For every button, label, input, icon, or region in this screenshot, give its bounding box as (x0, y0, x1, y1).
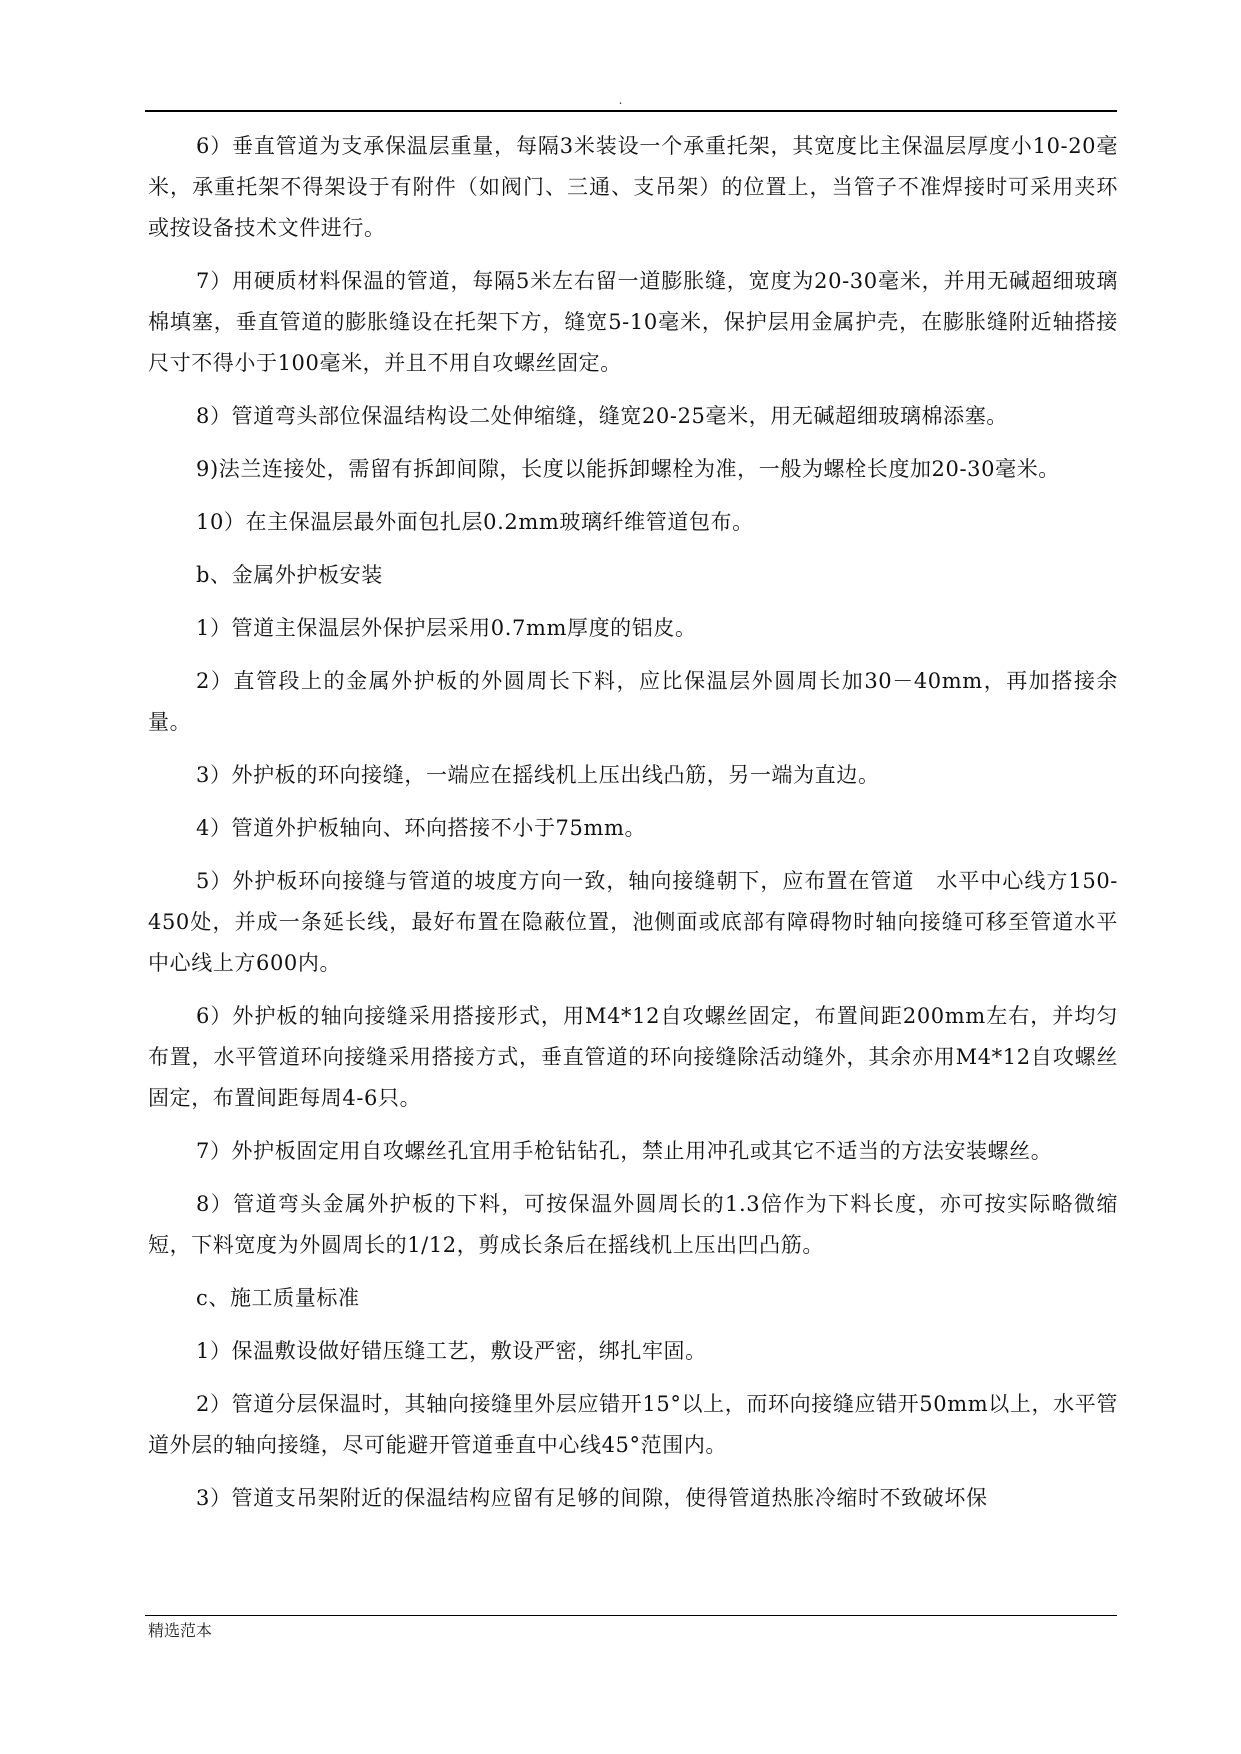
paragraph: 4）管道外护板轴向、环向搭接不小于75mm。 (196, 816, 647, 840)
paragraph: 6）外护板的轴向接缝采用搭接形式，用M4*12自攻螺丝固定，布置间距200mm左右，并均匀布置，水平管道环向接缝采用搭接方式，垂直管道的环向接缝除活动缝外，其余亦用M4*12自攻螺丝固定，布置间距每周4-6只。 (148, 1004, 1118, 1110)
header-mark: . (618, 93, 623, 107)
header-rule (145, 110, 1117, 112)
paragraph: 6）垂直管道为支承保温层重量，每隔3米装设一个承重托架，其宽度比主保温层厚度小10-20毫米，承重托架不得架设于有附件（如阀门、三通、支吊架）的位置上，当管子不准焊接时可采用夹环或按设备技术文件进行。 (148, 134, 1118, 240)
paragraph: 8）管道弯头部位保温结构设二处伸缩缝，缝宽20-25毫米，用无碱超细玻璃棉添塞。 (196, 404, 1008, 428)
footer-text: 精选范本 (148, 1621, 213, 1640)
section-heading-b: b、金属外护板安装 (196, 563, 383, 587)
paragraph: 5）外护板环向接缝与管道的坡度方向一致，轴向接缝朝下，应布置在管道 水平中心线方150-450处，并成一条延长线，最好布置在隐蔽位置，池侧面或底部有障碍物时轴向接缝可移至管道水平中心线上方600内。 (148, 869, 1118, 975)
paragraph: 1）保温敷设做好错压缝工艺，敷设严密，绑扎牢固。 (196, 1339, 707, 1363)
paragraph: 10）在主保温层最外面包扎层0.2mm玻璃纤维管道包布。 (196, 510, 754, 534)
paragraph: 2）管道分层保温时，其轴向接缝里外层应错开15°以上，而环向接缝应错开50mm以上，水平管道外层的轴向接缝，尽可能避开管道垂直中心线45°范围内。 (148, 1392, 1118, 1457)
paragraph: 8）管道弯头金属外护板的下料，可按保温外圆周长的1.3倍作为下料长度，亦可按实际略微缩短，下料宽度为外圆周长的1/12，剪成长条后在摇线机上压出凹凸筋。 (148, 1192, 1118, 1257)
footer-rule (145, 1615, 1117, 1616)
paragraph: 3）外护板的环向接缝，一端应在摇线机上压出线凸筋，另一端为直边。 (196, 763, 880, 787)
document-body (148, 126, 1118, 1531)
paragraph: 1）管道主保温层外保护层采用0.7mm厚度的铝皮。 (196, 616, 697, 640)
paragraph: 7）用硬质材料保温的管道，每隔5米左右留一道膨胀缝，宽度为20-30毫米，并用无碱超细玻璃棉填塞，垂直管道的膨胀缝设在托架下方，缝宽5-10毫米，保护层用金属护壳，在膨胀缝附近轴搭接尺寸不得小于100毫米，并且不用自攻螺丝固定。 (148, 269, 1118, 375)
paragraph: 7）外护板固定用自攻螺丝孔宜用手枪钻钻孔，禁止用冲孔或其它不适当的方法安装螺丝。 (196, 1139, 1053, 1163)
paragraph: 2）直管段上的金属外护板的外圆周长下料，应比保温层外圆周长加30－40mm，再加搭接余量。 (148, 669, 1118, 734)
paragraph: 9)法兰连接处，需留有拆卸间隙，长度以能拆卸螺栓为准，一般为螺栓长度加20-30毫米。 (196, 457, 1060, 481)
section-heading-c: c、施工质量标准 (196, 1286, 360, 1310)
paragraph: 3）管道支吊架附近的保温结构应留有足够的间隙，使得管道热胀冷缩时不致破坏保 (196, 1486, 988, 1510)
